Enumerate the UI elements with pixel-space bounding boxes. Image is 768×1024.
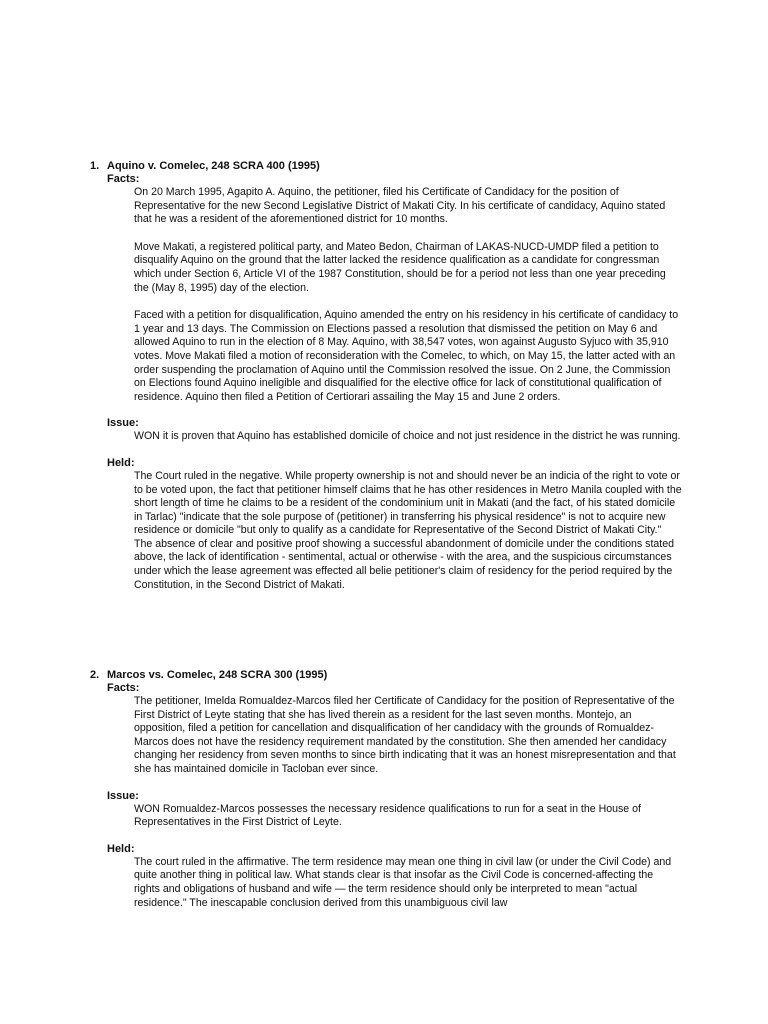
case-1-issue-label: Issue: bbox=[107, 417, 139, 430]
case-1-facts-paragraph-2: Move Makati, a registered political party, and Mateo Bedon, Chairman of LAKAS-NUCD-UMDP filed a petition to disqualify Aquino on the ground that the latter lacked the residence qualification as a candidate for congressman which under Section 6, Article VI of the 1987 Constitution, should be for a period not less than one year preceding the (May 8, 1995) day of the election. bbox=[134, 240, 666, 294]
case-2-facts-paragraph-1: The petitioner, Imelda Romualdez-Marcos filed her Certificate of Candidacy for the position of Representative of the First District of Leyte stating that she has lived therein as a resident for the last seven months. Montejo, an opposition, filed a petition for cancellation and disqualification of her candidacy with the grounds of Romualdez-Marcos does not have the residency requirement mandated by the constitution. She then amended her candidacy changing her residency from seven months to since birth indicating that it was an honest misrepresentation and that she has maintained domicile in Tacloban ever since. bbox=[134, 695, 676, 775]
case-2-heading bbox=[90, 669, 680, 682]
case-1-title: Aquino v. Comelec, 248 SCRA 400 (1995) bbox=[107, 160, 320, 172]
case-2-title: Marcos vs. Comelec, 248 SCRA 300 (1995) bbox=[107, 669, 328, 681]
case-1-heading bbox=[90, 160, 680, 173]
case-2-issue-text: WON Romualdez-Marcos possesses the necessary residence qualifications to run for a seat in the House of Representatives in the First District of Leyte. bbox=[134, 802, 641, 829]
case-1-facts-paragraph-3: Faced with a petition for disqualification, Aquino amended the entry on his residency in his certificate of candidacy to 1 year and 13 days. The Commission on Elections passed a resolution that dismissed the petition on May 6 and allowed Aquino to run in the election of 8 May. Aquino, with 38,547 votes, won against Augusto Syjuco with 35,910 votes. Move Makati filed a motion of reconsideration with the Comelec, to which, on May 15, the latter acted with an order suspending the proclamation of Aquino until the Commission resolved the issue. On 2 June, the Commission on Elections found Aquino ineligible and disqualified for the elective office for lack of constitutional qualification of residence. Aquino then filed a Petition of Certiorari assailing the May 15 and June 2 orders. bbox=[134, 309, 679, 403]
case-2 bbox=[90, 669, 680, 910]
case-2-issue-label: Issue: bbox=[107, 789, 139, 802]
case-1-issue-text: WON it is proven that Aquino has established domicile of choice and not just residence in the district he was running. bbox=[134, 430, 681, 443]
case-2-number: 2. bbox=[90, 669, 100, 681]
case-1-held-text: The Court ruled in the negative. While property ownership is not and should never be an indicia of the right to vote or to be voted upon, the fact that petitioner himself claims that he has other residences in Metro Manila coupled with the short length of time he claims to be a resident of the condominium unit in Makati (and the fact, of his stated domicile in Tarlac) "indicate that the sole purpose of (petitioner) in transferring his physical residence" is not to acquire new residence or domicile "but only to qualify as a candidate for Representative of the Second District of Makati City." The absence of clear and positive proof showing a successful abandonment of domicile under the conditions stated above, the lack of identification - sentimental, actual or otherwise - with the area, and the suspicious circumstances under which the lease agreement was effected all belie petitioner's claim of residency for the period required by the Constitution, in the Second District of Makati. bbox=[134, 469, 682, 591]
case-1-held-label: Held: bbox=[107, 456, 135, 469]
case-1-facts-label: Facts: bbox=[107, 173, 140, 185]
case-2-facts-label: Facts: bbox=[107, 682, 140, 694]
case-2-held-text: The court ruled in the affirmative. The term residence may mean one thing in civil law (or under the Civil Code) and quite another thing in political law. What stands clear is that insofar as the Civil Code is concerned-affecting the rights and obligations of husband and wife — the term residence should only be interpreted to mean "actual residence." The inescapable conclusion derived from this unambiguous civil law bbox=[134, 855, 672, 909]
case-1 bbox=[90, 160, 680, 592]
case-1-number: 1. bbox=[90, 160, 100, 172]
case-1-facts-paragraph-1: On 20 March 1995, Agapito A. Aquino, the petitioner, filed his Certificate of Candidacy for the position of Representative for the new Second Legislative District of Makati City. In his certificate of candidacy, Aquino stated that he was a resident of the aforementioned district for 10 months. bbox=[134, 186, 666, 226]
case-2-held-label: Held: bbox=[107, 842, 135, 855]
